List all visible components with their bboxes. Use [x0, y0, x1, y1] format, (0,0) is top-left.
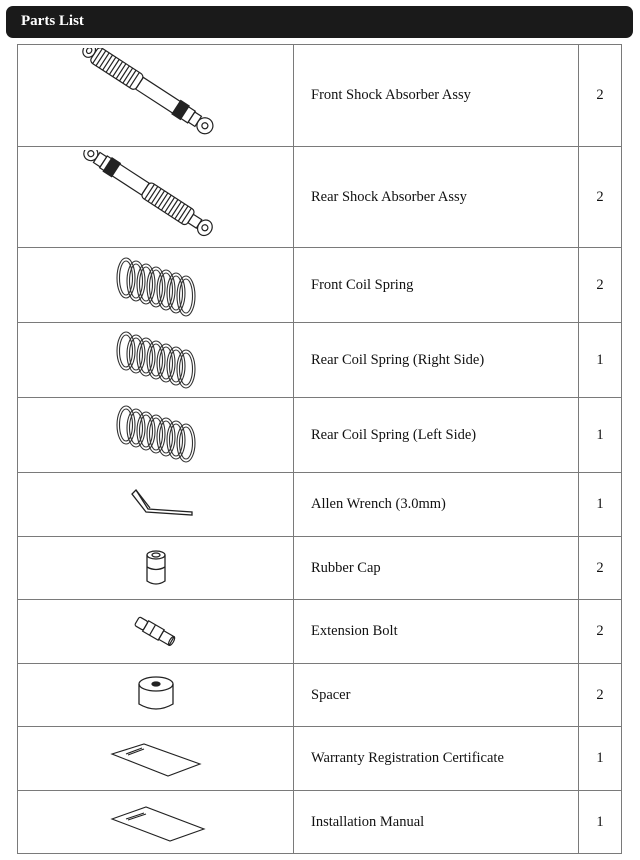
parts-list-title: Parts List [21, 13, 84, 29]
rubber-cap-icon [136, 543, 176, 593]
part-image-cell [18, 791, 294, 854]
part-quantity: 1 [579, 473, 622, 537]
part-quantity: 2 [579, 45, 622, 147]
part-image-cell [18, 147, 294, 248]
front-coil-spring-icon [106, 250, 206, 320]
part-image-cell [18, 600, 294, 664]
part-quantity: 1 [579, 398, 622, 473]
part-image-cell [18, 727, 294, 791]
manual-icon [106, 797, 206, 847]
part-name: Extension Bolt [294, 600, 579, 664]
table-row [18, 45, 622, 147]
part-quantity: 2 [579, 664, 622, 727]
part-quantity: 2 [579, 537, 622, 600]
part-name: Front Shock Absorber Assy [294, 45, 579, 147]
part-image-cell [18, 537, 294, 600]
part-name: Warranty Registration Certificate [294, 727, 579, 791]
part-image-cell [18, 323, 294, 398]
part-name: Rear Shock Absorber Assy [294, 147, 579, 248]
part-image-cell [18, 45, 294, 147]
table-row [18, 600, 622, 664]
table-row [18, 248, 622, 323]
parts-table [17, 44, 622, 854]
table-row [18, 727, 622, 791]
table-row [18, 147, 622, 248]
allen-wrench-icon [116, 480, 196, 530]
parts-list-header [6, 6, 633, 38]
table-row [18, 791, 622, 854]
table-row [18, 473, 622, 537]
rear-coil-spring-left-icon [106, 400, 206, 470]
front-shock-absorber-icon [76, 48, 236, 143]
rear-shock-absorber-icon [76, 150, 236, 245]
part-name: Rear Coil Spring (Left Side) [294, 398, 579, 473]
table-row [18, 664, 622, 727]
warranty-card-icon [106, 734, 206, 784]
part-image-cell [18, 664, 294, 727]
part-quantity: 2 [579, 600, 622, 664]
table-row [18, 537, 622, 600]
part-image-cell [18, 398, 294, 473]
part-quantity: 1 [579, 791, 622, 854]
part-image-cell [18, 473, 294, 537]
part-name: Installation Manual [294, 791, 579, 854]
rear-coil-spring-right-icon [106, 325, 206, 395]
part-quantity: 1 [579, 727, 622, 791]
spacer-icon [131, 670, 181, 720]
part-quantity: 2 [579, 248, 622, 323]
part-name: Spacer [294, 664, 579, 727]
part-name: Rubber Cap [294, 537, 579, 600]
part-image-cell [18, 248, 294, 323]
part-name: Front Coil Spring [294, 248, 579, 323]
part-quantity: 2 [579, 147, 622, 248]
part-quantity: 1 [579, 323, 622, 398]
part-name: Rear Coil Spring (Right Side) [294, 323, 579, 398]
part-name: Allen Wrench (3.0mm) [294, 473, 579, 537]
extension-bolt-icon [126, 607, 186, 657]
table-row [18, 323, 622, 398]
table-row [18, 398, 622, 473]
